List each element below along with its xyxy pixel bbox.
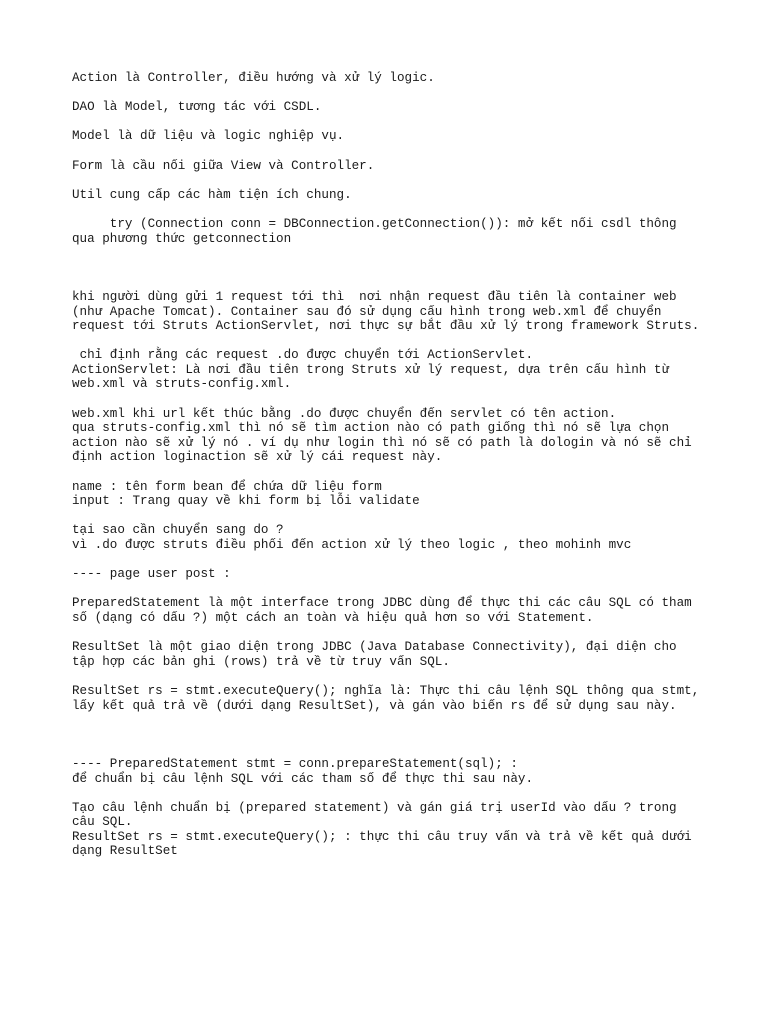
paragraph bbox=[72, 129, 712, 144]
paragraph bbox=[72, 188, 712, 203]
text-line: Model là dữ liệu và logic nghiệp vụ. bbox=[72, 129, 345, 144]
paragraph bbox=[72, 159, 712, 174]
text-line: web.xml và struts-config.xml. bbox=[72, 377, 292, 392]
paragraph bbox=[72, 290, 712, 334]
paragraph bbox=[72, 567, 712, 582]
paragraph bbox=[72, 728, 712, 743]
text-line: lấy kết quả trả về (dưới dạng ResultSet), và gán vào biến rs để sử dụng sau này. bbox=[72, 698, 677, 713]
text-line: chỉ định rằng các request .do được chuyển tới ActionServlet. bbox=[72, 348, 534, 363]
text-line: vì .do được struts điều phối đến action xử lý theo logic , theo mohinh mvc bbox=[72, 538, 632, 552]
paragraph bbox=[72, 348, 712, 392]
document-page bbox=[72, 71, 712, 874]
text-line: ---- page user post : bbox=[72, 567, 231, 582]
text-line: Util cung cấp các hàm tiện ích chung. bbox=[72, 187, 352, 202]
text-line: tại sao cần chuyển sang do ? bbox=[72, 523, 284, 538]
text-line: số (dạng có dấu ?) một cách an toàn và hiệu quả hơn so với Statement. bbox=[72, 610, 594, 625]
text-line: qua phương thức getconnection bbox=[72, 231, 292, 246]
paragraph bbox=[72, 407, 712, 465]
text-line: để chuẩn bị câu lệnh SQL với các tham số để thực thi sau này. bbox=[72, 771, 534, 786]
paragraph bbox=[72, 480, 712, 509]
text-line: ResultSet rs = stmt.executeQuery(); : thực thi câu truy vấn và trả về kết quả dưới bbox=[72, 829, 692, 844]
text-line: tập hợp các bản ghi (rows) trả về từ truy vấn SQL. bbox=[72, 654, 450, 669]
paragraph bbox=[72, 757, 712, 786]
text-line: ---- PreparedStatement stmt = conn.prepareStatement(sql); : bbox=[72, 756, 518, 771]
text-line: (như Apache Tomcat). Container sau đó sử dụng cấu hình trong web.xml để chuyển bbox=[72, 304, 662, 319]
paragraph bbox=[72, 640, 712, 669]
text-line: định action loginaction sẽ xử lý cái request này. bbox=[72, 450, 443, 465]
paragraph bbox=[72, 100, 712, 115]
paragraph bbox=[72, 801, 712, 859]
text-line: Action là Controller, điều hướng và xử lý logic. bbox=[72, 71, 435, 85]
text-line: ActionServlet: Là nơi đầu tiên trong Struts xử lý request, dựa trên cấu hình từ bbox=[72, 362, 670, 377]
text-line: try (Connection conn = DBConnection.getConnection()): mở kết nối csdl thông bbox=[72, 216, 677, 231]
paragraph bbox=[72, 217, 712, 246]
text-line: qua struts-config.xml thì nó sẽ tìm action nào có path giống thì nó sẽ lựa chọn bbox=[72, 421, 670, 436]
text-line: ResultSet là một giao diện trong JDBC (Java Database Connectivity), đại diện cho bbox=[72, 640, 677, 655]
text-line: name : tên form bean để chứa dữ liệu form bbox=[72, 479, 382, 494]
text-line: ResultSet rs = stmt.executeQuery(); nghĩa là: Thực thi câu lệnh SQL thông qua stmt, bbox=[72, 683, 700, 698]
paragraph bbox=[72, 261, 712, 276]
paragraph bbox=[72, 71, 712, 86]
text-line: action nào sẽ xử lý nó . ví dụ như login thì nó sẽ có path là dologin và nó sẽ chỉ bbox=[72, 435, 692, 450]
paragraph bbox=[72, 684, 712, 713]
text-line: DAO là Model, tương tác với CSDL. bbox=[72, 100, 322, 115]
text-line: câu SQL. bbox=[72, 815, 133, 830]
text-line: Tạo câu lệnh chuẩn bị (prepared statement) và gán giá trị userId vào dấu ? trong bbox=[72, 800, 677, 815]
text-line: dạng ResultSet bbox=[72, 844, 178, 859]
text-line: input : Trang quay về khi form bị lỗi validate bbox=[72, 494, 420, 509]
paragraph bbox=[72, 523, 712, 552]
text-line: Form là cầu nối giữa View và Controller. bbox=[72, 158, 375, 173]
paragraph bbox=[72, 596, 712, 625]
text-line: khi người dùng gửi 1 request tới thì nơi nhận request đầu tiên là container web bbox=[72, 289, 677, 304]
text-line: PreparedStatement là một interface trong JDBC dùng để thực thi các câu SQL có tham bbox=[72, 596, 692, 611]
text-line: request tới Struts ActionServlet, nơi thực sự bắt đầu xử lý trong framework Struts. bbox=[72, 319, 700, 334]
text-line: web.xml khi url kết thúc bằng .do được chuyển đến servlet có tên action. bbox=[72, 406, 617, 421]
